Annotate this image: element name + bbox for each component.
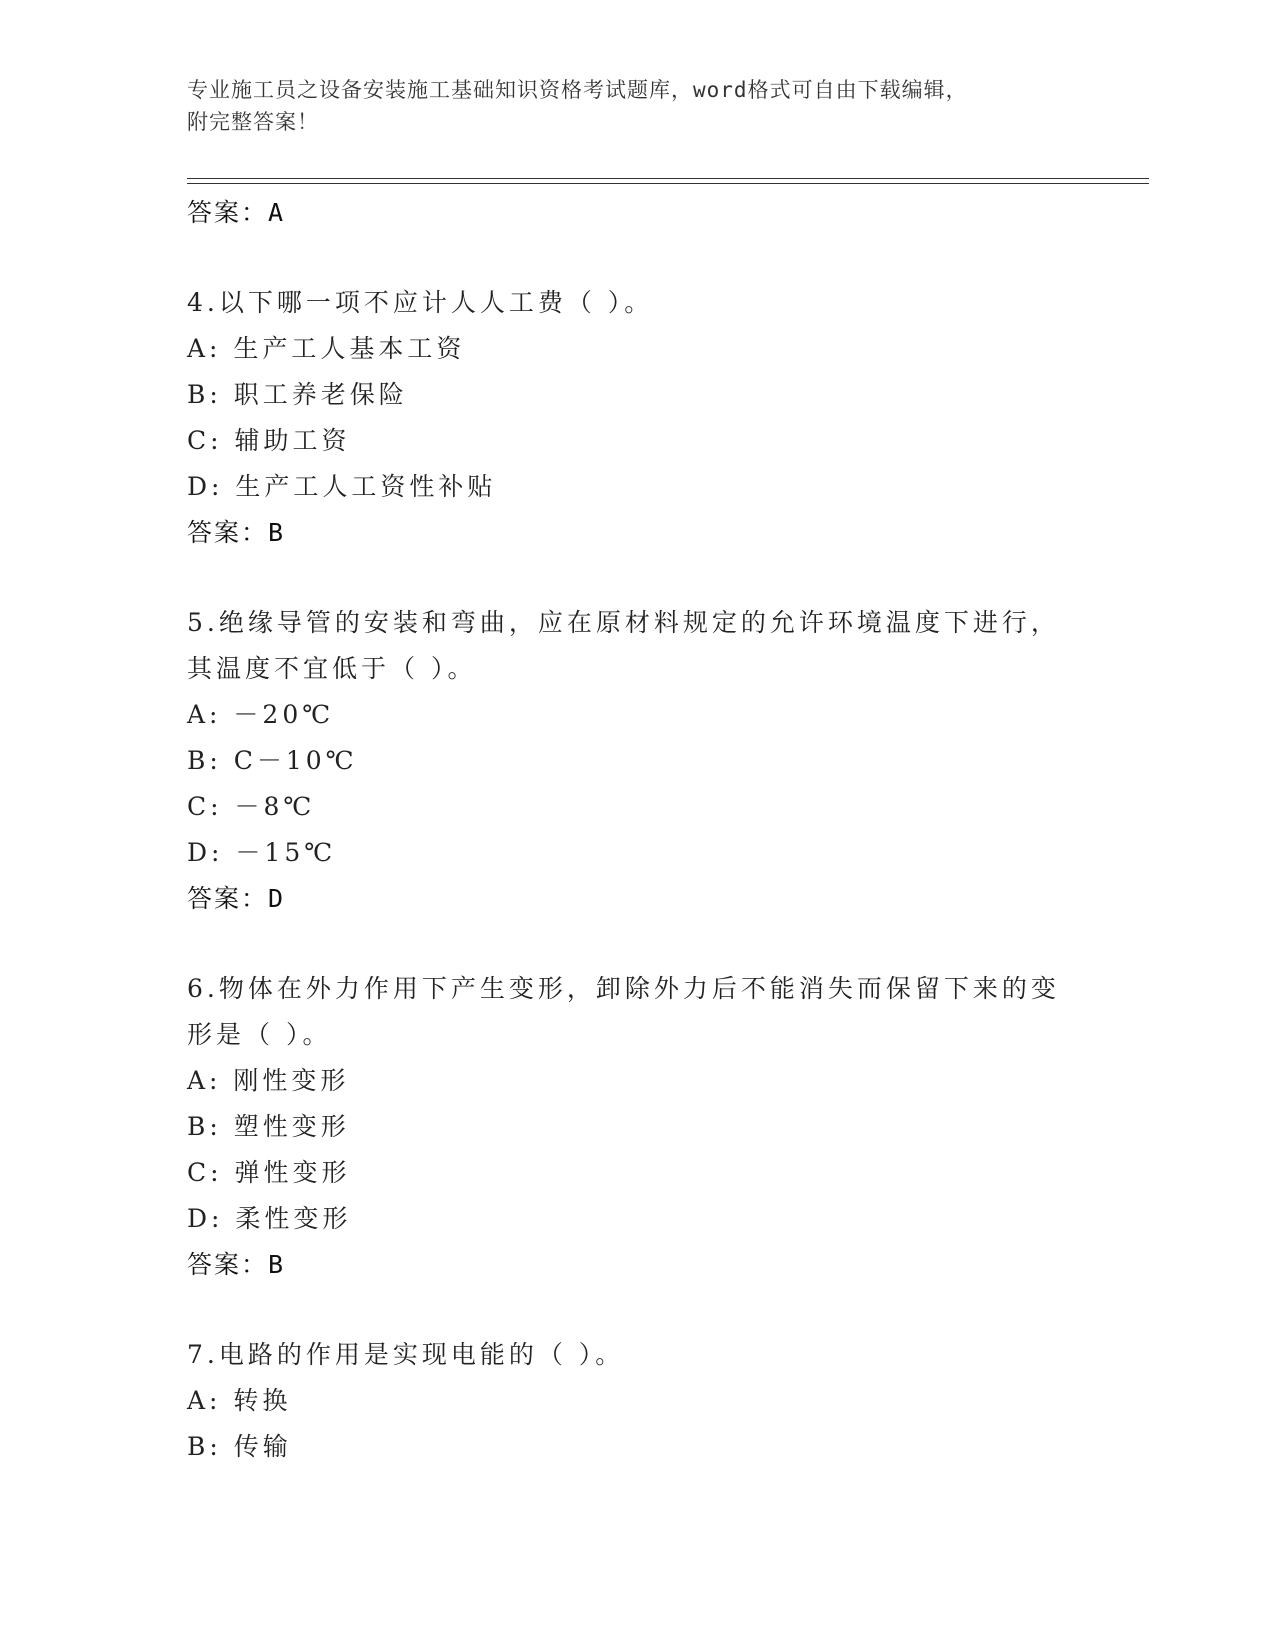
option-a: A: 转换 [187, 1386, 292, 1415]
option-b: B: 传输 [187, 1432, 292, 1461]
spacer [187, 556, 1087, 600]
question-line: 其温度不宜低于（ ）。 [187, 654, 477, 683]
spacer [187, 236, 1087, 280]
option-b: B: 职工养老保险 [187, 380, 408, 409]
question-5 [187, 600, 1087, 922]
question-text [187, 600, 1087, 692]
header-line-2: 附完整答案！ [187, 110, 319, 134]
answer-line [187, 876, 1087, 922]
answer-label: 答案： [187, 198, 269, 227]
header-rule-bottom [187, 183, 1149, 184]
question-line: 形是（ ）。 [187, 1020, 332, 1049]
option-d: D: －15℃ [187, 838, 337, 867]
question-line: 7.电路的作用是实现电能的（ ）。 [187, 1340, 625, 1369]
answer-label: 答案： [187, 884, 269, 913]
answer-line [187, 510, 1087, 556]
option-c: C: －8℃ [187, 792, 316, 821]
question-line: 6.物体在外力作用下产生变形，卸除外力后不能消失而保留下来的变 [187, 974, 1060, 1003]
option-a: A: －20℃ [187, 700, 335, 729]
answer-value: B [268, 1250, 284, 1279]
document-header [187, 74, 1067, 138]
option-a: A: 刚性变形 [187, 1066, 350, 1095]
option-c: C: 弹性变形 [187, 1158, 351, 1187]
option-d: D: 柔性变形 [187, 1204, 352, 1233]
spacer [187, 922, 1087, 966]
question-line: 4.以下哪一项不应计人人工费（ ）。 [187, 288, 654, 317]
option-b: B: 塑性变形 [187, 1112, 350, 1141]
question-text [187, 966, 1087, 1058]
header-line-1: 专业施工员之设备安装施工基础知识资格考试题库，word格式可自由下载编辑， [187, 78, 968, 102]
option-a: A: 生产工人基本工资 [187, 334, 466, 363]
question-list [187, 190, 1087, 1470]
answer-label: 答案： [187, 518, 269, 547]
question-text [187, 280, 1087, 326]
spacer [187, 1288, 1087, 1332]
answer-value: A [268, 198, 284, 227]
answer-label: 答案： [187, 1250, 269, 1279]
option-d: D: 生产工人工资性补贴 [187, 472, 497, 501]
question-line: 5.绝缘导管的安装和弯曲，应在原材料规定的允许环境温度下进行， [187, 608, 1060, 637]
option-c: C: 辅助工资 [187, 426, 351, 455]
answer-value: B [268, 518, 284, 547]
question-7 [187, 1332, 1087, 1470]
answer-line [187, 1242, 1087, 1288]
answer-value: D [268, 884, 284, 913]
option-b: B: C－10℃ [187, 746, 358, 775]
answer-line [187, 190, 1087, 236]
header-rule-top [187, 178, 1149, 179]
question-4 [187, 280, 1087, 556]
question-text [187, 1332, 1087, 1378]
question-6 [187, 966, 1087, 1288]
